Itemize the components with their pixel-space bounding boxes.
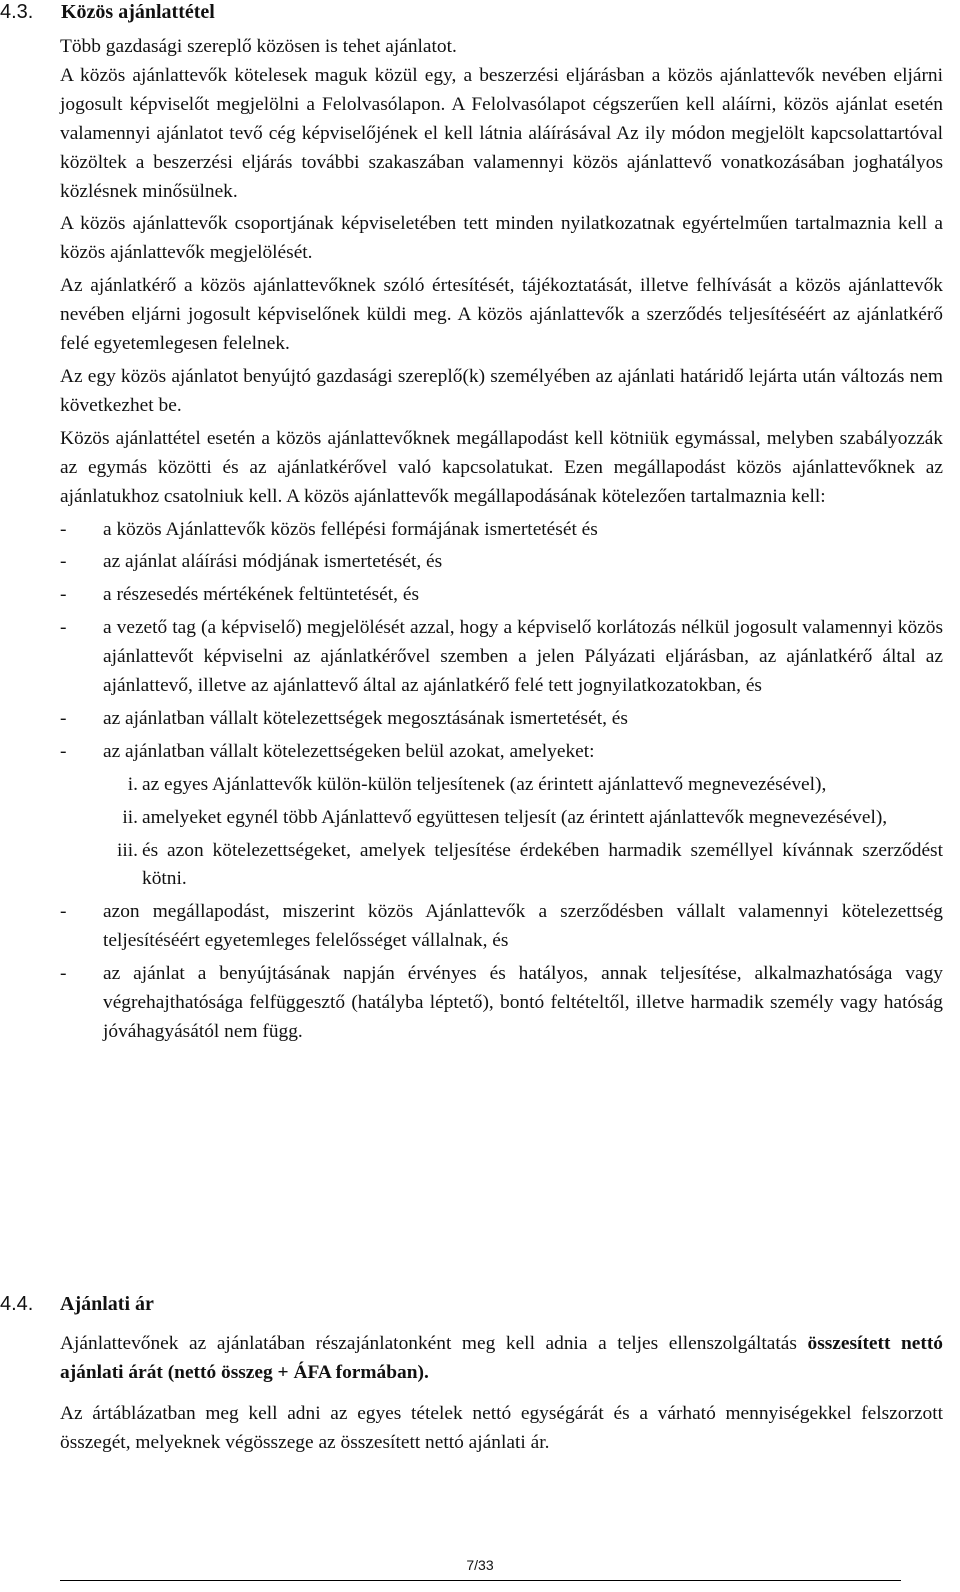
section-title: Közös ajánlattétel <box>61 1 215 23</box>
footer-rule <box>60 1580 901 1581</box>
sublist-marker: ii. <box>122 806 138 828</box>
paragraph: A közös ajánlattevők csoportjának képviseletében tett minden nyilatkozatnak egyértelműen tartalmaznia kell a közös ajánlattevők megjelölését. <box>60 213 943 264</box>
page-footer <box>0 1552 960 1592</box>
list-marker: - <box>60 740 67 762</box>
list-marker: - <box>60 584 67 606</box>
list-marker: - <box>60 707 67 729</box>
list-item <box>60 548 943 577</box>
paragraph: Az ártáblázatban meg kell adni az egyes tételek nettó egységárát és a várható mennyiségekkel felszorzott összegét, melyeknek végösszege az összesített nettó ajánlati ár. <box>60 1402 943 1453</box>
section-number: 4.3. <box>0 1 34 23</box>
section-body-4-4 <box>60 1330 943 1458</box>
sublist-item <box>60 804 943 833</box>
paragraph: Az egy közös ajánlatot benyújtó gazdasági szereplő(k) személyében az ajánlati határidő lejárta után változás nem következhet be. <box>60 365 943 416</box>
sublist-item-text: és azon kötelezettségeket, amelyek teljesítése érdekében harmadik személlyel kívánnak szerződést kötni. <box>142 839 943 890</box>
paragraph-bold-text: összesített nettó ajánlati árát (nettó összeg + ÁFA formában). <box>60 1333 944 1383</box>
list-item <box>60 738 943 767</box>
list-item-text: az ajánlat aláírási módjának ismertetését, és <box>103 551 443 573</box>
list-item <box>60 516 943 545</box>
list-item-text: a vezető tag (a képviselő) megjelölését azzal, hogy a képviselő korlátozás nélkül jogosult valamennyi közös ajánlattevőt képviselni az ajánlatkérővel szemben a jelen Pályázati eljárásban, az ajánlatkérő által az ajánlattevő, illetve az ajánlattevő által az ajánlatkérő felé tett jognyilatkozatokban, és <box>103 617 943 697</box>
list-marker: - <box>60 551 67 573</box>
sublist-marker: iii. <box>116 839 138 861</box>
list-item <box>60 581 943 610</box>
paragraph: Közös ajánlattétel esetén a közös ajánlattevőknek megállapodást kell kötniük egymással, melyben szabályozzák az egymás közötti és az ajánlatkérővel való kapcsolatukat. Ezen megállapodást közös ajánlattevőknek az ajánlatukhoz csatolniuk kell. A közös ajánlattevők megállapodásának kötelezően tartalmaznia kell: <box>60 427 943 507</box>
sublist-item <box>60 771 943 800</box>
list-item-text: az ajánlatban vállalt kötelezettségek megosztásának ismertetését, és <box>103 707 628 729</box>
list-marker: - <box>60 518 67 540</box>
list-item <box>60 614 943 701</box>
list-item-text: azon megállapodást, miszerint közös Ajánlattevők a szerződésben vállalt valamennyi kötelezettség teljesítéséért egyetemleges felelősséget vállalnak, és <box>103 901 943 952</box>
list-marker: - <box>60 901 67 923</box>
page-number: 7/33 <box>466 1557 494 1573</box>
paragraph <box>60 1330 943 1388</box>
list-item-text: az ajánlat a benyújtásának napján érvényes és hatályos, annak teljesítése, alkalmazhatósága vagy végrehajthatósága felfüggesztő (hatályba léptető), bontó feltételtől, illetve harmadik személy vagy hatóság jóváhagyásától nem függ. <box>103 963 943 1042</box>
section-body-4-3 <box>60 33 943 1047</box>
list-item-text: a részesedés mértékének feltüntetését, és <box>103 584 420 606</box>
paragraph: Több gazdasági szereplő közösen is tehet ajánlatot. <box>60 36 457 57</box>
section-heading-4-4 <box>0 1292 154 1316</box>
paragraph-text: Ajánlattevőnek az ajánlatában részajánlatonként meg kell adnia a teljes ellenszolgáltatás <box>60 1333 808 1354</box>
list-item <box>60 705 943 734</box>
list-marker: - <box>60 963 67 985</box>
section-number: 4.4. <box>0 1293 34 1315</box>
section-heading-4-3 <box>0 0 215 24</box>
sublist-item <box>60 837 943 895</box>
list-marker: - <box>60 617 67 639</box>
paragraph: A közös ajánlattevők kötelesek maguk közül egy, a beszerzési eljárásban a közös ajánlattevők nevében eljárni jogosult képviselőt megjelölni a Felolvasólapon. A Felolvasólapot cégszerűen kell aláírni, közös ajánlat esetén valamennyi ajánlatot tevő cég képviselőjének el kell látnia aláírásával Az ily módon megjelölt kapcsolattartóval közöltek a beszerzési eljárás további szakaszában valamennyi közös ajánlattevő vonatkozásában joghatályos közlésnek minősülnek. <box>60 64 943 202</box>
sublist-marker: i. <box>127 773 138 795</box>
list-item <box>60 898 943 956</box>
list-item-text: az ajánlatban vállalt kötelezettségeken belül azokat, amelyeket: <box>103 740 595 762</box>
sublist-item-text: amelyeket egynél több Ajánlattevő együttesen teljesít (az érintett ajánlattevők megnevezésével), <box>142 806 888 828</box>
paragraph: Az ajánlatkérő a közös ajánlattevőknek szóló értesítését, tájékoztatását, illetve felhívását a közös ajánlattevők nevében eljárni jogosult képviselőnek küldi meg. A közös ajánlattevők a szerződés teljesítéséért az ajánlatkérő felé egyetemlegesen felelnek. <box>60 275 943 355</box>
list-item-text: a közös Ajánlattevők közös fellépési formájának ismertetését és <box>103 518 598 540</box>
list-item <box>60 960 943 1047</box>
section-title: Ajánlati ár <box>60 1293 154 1315</box>
sublist-item-text: az egyes Ajánlattevők külön-külön teljesítenek (az érintett ajánlattevő megnevezésével), <box>142 773 827 795</box>
